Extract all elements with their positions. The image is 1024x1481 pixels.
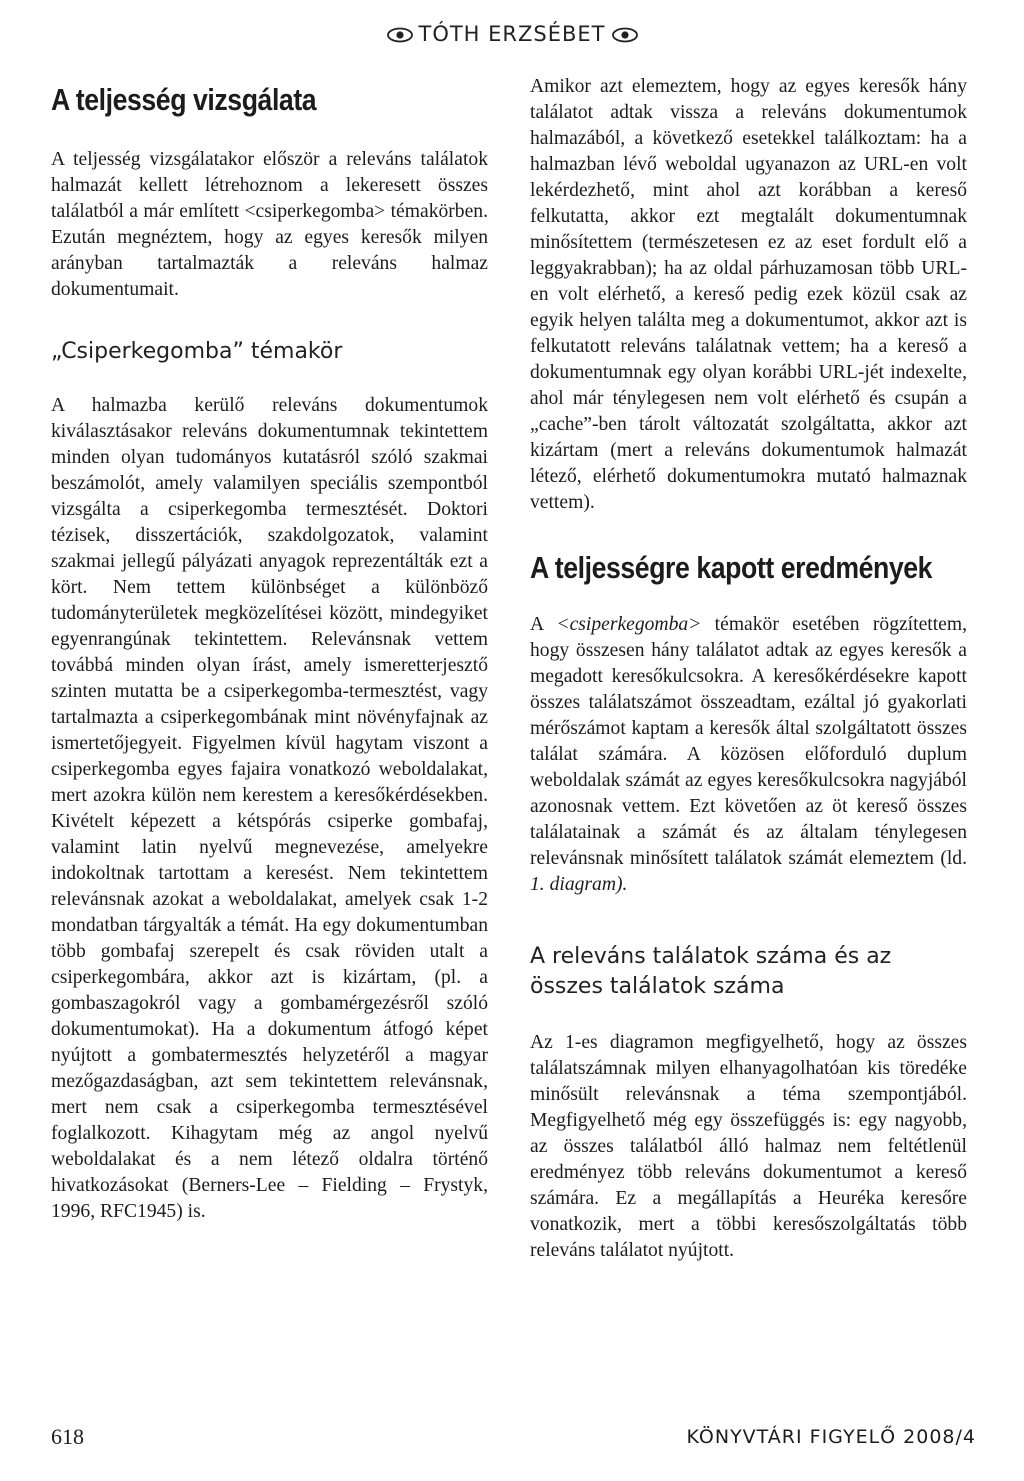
- paragraph: [530, 612, 967, 898]
- page-number: 618: [51, 1424, 84, 1449]
- diagram-reference: 1. diagram).: [530, 874, 628, 895]
- author-name: TÓTH ERZSÉBET: [418, 22, 606, 46]
- paragraph: Amikor azt elemeztem, hogy az egyes keresők hány találatot adtak vissza a releváns dokumentumok halmazából, a következő esetekkel találkoztam: ha a halmazban lévő weboldal ugyanazon az URL-en volt lekérdezhető, mint ahol azt korábban a kereső felkutatta, akkor ezt megtalált dokumentumnak minősítettem (természetesen ez az eset fordult elő a leggyakrabban); ha az oldal párhuzamosan több URL-en volt elérhető, a kereső pedig ezek közül csak az egyik helyen találta meg a dokumentumot, akkor azt is felkutatott releváns találatnak vettem; ha a kereső a dokumentumnak egy olyan korábbi URL-jét indexelte, ahol már ténylegesen nem volt elérhető és csupán a „cache”-ben tárolt változatát szolgáltatta, akkor azt kizártam (mert a releváns dokumentumok halmazát létező, elérhető dokumentumokra mutató halmaznak vettem).: [530, 76, 967, 513]
- running-head: [0, 22, 1024, 46]
- paragraph: A teljesség vizsgálatakor először a releváns találatok halmazát kellett létrehoznom a lekeresett összes találatból a már említett <csiperkegomba> témakörben. Ezután megnéztem, hogy az egyes keresők milyen arányban tartalmazták a releváns halmaz dokumentumait.: [51, 149, 488, 300]
- emphasis-text: <csiperkegomba>: [556, 614, 702, 635]
- eye-ornament-icon: [612, 27, 638, 43]
- subsection-heading: „Csiperkegomba” témakör: [51, 339, 343, 364]
- section-heading: A teljesség vizsgálata: [51, 82, 317, 117]
- paragraph: A halmazba kerülő releváns dokumentumok kiválasztásakor releváns dokumentumnak tekintettem minden olyan tudományos kutatásról szóló szakmai beszámolót, amely valamilyen speciális szempontból vizsgálta a csiperkegomba termesztését. Doktori tézisek, disszertációk, szakdolgozatok, valamint szakmai jellegű pályázati anyagok reprezentálták ezt a kört. Nem tettem különbséget a különböző tudományterületek megközelítései között, mindegyiket egyenrangúnak tekintettem. Relevánsnak vettem továbbá minden olyan írást, amely ismeretterjesztő szinten mutatta be a csiperkegomba-termesztést, vagy tartalmazta a csiperkegombának mint növényfajnak az ismertetőjegyeit. Figyelmen kívül hagytam viszont a csiperkegomba egyes fajaira vonatkozó weboldalakat, mert azokra külön nem kerestem a keresőkérdésekben. Kivételt képezett a kétspórás csiperke gombafaj, valamint latin nyelvű megnevezése, amelyekre indokoltnak tartottam a keresést. Nem tekintettem relevánsnak azokat a weboldalakat, amelyek csak 1-2 mondatban tárgyalták a témát. Ha egy dokumentumban több gombafaj szerepelt és csak röviden utalt a csiperkegombára, akkor azt is kizártam, (pl. a gombaszagokról vagy a gombamérgezésről szóló dokumentumokat). Ha a dokumentum átfogó képet nyújtott a gombatermesztés helyzetéről a magyar mezőgazdaságban, azt sem tekintettem relevánsnak, mert nem csak a csiperkegomba termesztésével foglalkozott. Kihagytam még az angol nyelvű weboldalakat és a nem létező oldalra történő hivatkozásokat (Berners-Lee – Fielding – Frystyk, 1996, RFC1945) is.: [51, 395, 488, 1222]
- section-heading: A teljességre kapott eredmények: [530, 550, 933, 585]
- text-run: A: [530, 614, 557, 635]
- left-column: [51, 74, 488, 1225]
- subsection-heading: A releváns találatok száma és az összes találatok száma: [530, 944, 892, 999]
- right-column: [530, 74, 967, 1264]
- text-run: témakör esetében rögzítettem, hogy összesen hány találatot adtak az egyes keresők a megadott keresőkulcsokra. A keresőkérdésekre kapott összes találatszámot összeadtam, ezáltal jó gyakorlati mérőszámot kaptam a keresők által szolgáltatott összes találat számára. A közösen előforduló duplum weboldalak számát az egyes keresőkulcsokra nagyjából azonosnak vettem. Ezt követően az öt kereső összes találatainak a számát és az általam ténylegesen relevánsnak minősített találatok számát elemeztem (ld.: [530, 614, 967, 869]
- journal-title: KÖNYVTÁRI FIGYELŐ 2008/4: [686, 1426, 976, 1448]
- paragraph: Az 1-es diagramon megfigyelhető, hogy az összes találatszámnak milyen elhanyagolhatóan kis töredéke minősült relevánsnak a téma szempontjából. Megfigyelhető még egy összefüggés is: egy nagyobb, az összes találatból álló halmaz nem feltétlenül eredményez több releváns dokumentumot a kereső számára. Ez a megállapítás a Heuréka keresőre vonatkozik, mert a többi keresőszolgáltatás több releváns találatot nyújtott.: [530, 1032, 967, 1261]
- eye-ornament-icon: [387, 27, 413, 43]
